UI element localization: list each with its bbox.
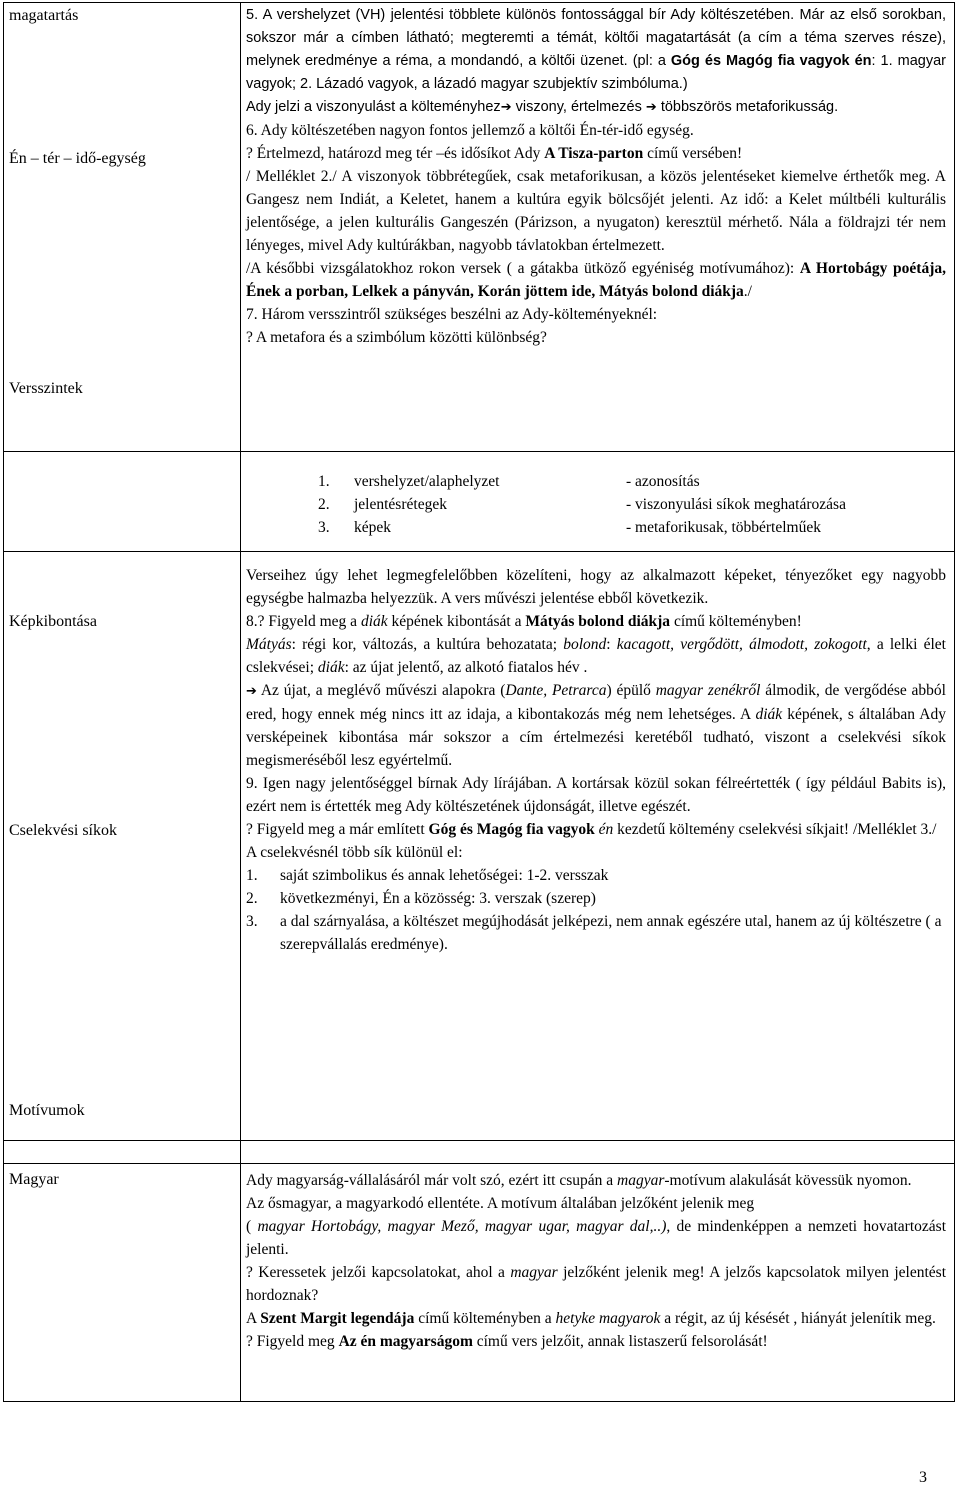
paragraph: Ady magyarság-vállalásáról már volt szó, ezért itt csupán a magyar-motívum alakulását kövessük nyomon. [246,1172,912,1189]
paragraph: / Melléklet 2./ A viszonyok többrétegűek, csak metaforikusan, a közös jelentéseket kiemelve érthetők meg. A Gangesz nem Indiát, a Keletet, hanem a kultúra egyik bölcsőjét jelenti. Az idő: a Kelet múltbéli kulturális jelentősége, a jelen kulturális Gangeszén (Párizson, a nyugaton) keresztül mérhető. Nála a földrajzi tér nem lényeges, mivel Ady kultúrákban, nagyobb távlatokban értelmezett. [246,168,946,254]
paragraph: ➔ Az újat, a meglévő művészi alapokra (Dante, Petrarca) épülő magyar zenékről álmodik, de vergődése abból ered, hogy ennek még nincs itt az idaja, a kibontakozás még nem lehetséges. A diák képének, s általában Ady versképeinek kibontása már sokszor a cím értelmezési keretéből tudható, viszont a cselekvési síkok megismeréséből lesz egyértelmű. [246,682,946,769]
page-number: 3 [919,1469,927,1486]
label-versszintek: Versszintek [9,380,83,397]
paragraph: Az ősmagyar, a magyarkodó ellentéte. A motívum általában jelzőként jelenik meg [246,1195,755,1212]
list-item: 1. saját szimbolikus és annak lehetőségei: 1-2. versszak [246,867,609,884]
paragraph: 7. Három versszintről szükséges beszélni az Ady-költeményeknél: [246,306,658,323]
list-item: 2. következményi, Én a közösség: 3. verszak (szerep) [246,890,596,907]
paragraph: ? Keressetek jelzői kapcsolatokat, ahol a magyar jelzőként jelenik meg! A jelzős kapcsolatok milyen jelentést hordoznak? [246,1264,946,1304]
section-magyar [246,1169,946,1353]
arrow-icon: ➔ [500,100,512,115]
paragraph: Ady jelzi a viszonyulást a költeményhez➔ viszony, értelmezés ➔ többszörös metaforikusság. [246,99,839,115]
paragraph: ? A metafora és a szimbólum közötti különbség? [246,329,547,346]
label-magatartas: magatartás [9,7,79,24]
paragraph: ( magyar Hortobágy, magyar Mező, magyar ugar, magyar dal,..), de mindenképpen a nemzeti hovatartozást jelenti. [246,1218,946,1258]
paragraph: A Szent Margit legendája című költeményben a hetyke magyarok a régit, az új késését , hiányát jelenítik meg. [246,1310,936,1327]
paragraph: 5. A vershelyzet (VH) jelentési többlete különös fontossággal bír Ady költészetében. Már az első sorokban, sokszor már a címben látható; megteremti a témát, költői magatartását (a cím a téma szerves része), melynek eredménye a réma, a mondandó, a költői üzenet. (pl: a Góg és Magóg fia vagyok én: 1. magyar vagyok; 2. Lázadó vagyok, a lázadó magyar szubjektív szimbóluma.) [246,7,946,92]
paragraph: 6. Ady költészetében nagyon fontos jellemző a költői Én-tér-idő egység. [246,122,694,139]
label-en-ter-ido: Én – tér – idő-egység [9,150,146,167]
label-cselekvesi-sikok: Cselekvési síkok [9,822,117,839]
paragraph: ? Figyeld meg Az én magyarságom című vers jelzőit, annak listaszerű felsorolását! [246,1333,768,1350]
label-motivumok: Motívumok [9,1102,85,1119]
arrow-icon: ➔ [246,684,257,699]
paragraph: /A későbbi vizsgálatokhoz rokon versek ( a gátakba ütköző egyéniség motívumához): A Hortobágy poétája, Ének a porban, Lelkek a pányván, Korán jöttem ide, Mátyás bolond diákja./ [246,260,946,300]
list-item: 3. képek - metaforikusak, többértelműek [318,519,821,536]
paragraph: A cselekvésnél több sík különül el: [246,844,463,861]
row-divider [4,451,954,452]
section-kepkibontas [246,564,946,956]
paragraph: 8.? Figyeld meg a diák képének kibontását a Mátyás bolond diákja című költeményben! [246,613,802,630]
label-kepkibontasa: Képkibontása [9,613,97,630]
label-magyar: Magyar [9,1171,59,1188]
paragraph: Verseihez úgy lehet legmegfelelőbben közelíteni, hogy az alkalmazott képeket, tényezőket egy nagyobb egységbe halmazba helyezzük. A vers művészi jelentése ebből következik. [246,567,946,607]
paragraph: Mátyás: régi kor, változás, a kultúra behozatata; bolond: kacagott, vergődött, álmodott, zokogott, a lelki élet cslekvései; diák: az újat jelentő, az alkotó fiatalos hév . [246,636,946,676]
section-vershelyzet [246,4,946,349]
row-divider [4,1163,954,1164]
list-item: 2. jelentésrétegek - viszonyulási síkok meghatározása [318,496,846,513]
row-divider [4,1140,954,1141]
paragraph: ? Figyeld meg a már említett Góg és Magóg fia vagyok én kezdetű költemény cselekvési síkjait! /Melléklet 3./ [246,821,937,838]
column-divider [240,3,241,1401]
paragraph: 9. Igen nagy jelentőséggel bírnak Ady lírájában. A kortársak közül sokan félreértették ( így például Babits is), ezért nem is értették meg Ady költészetének újdonságát, illetve egészét. [246,775,946,815]
row-divider [4,551,954,552]
list-item: 1. vershelyzet/alaphelyzet - azonosítás [318,473,700,490]
arrow-icon: ➔ [645,100,657,115]
list-item: 3. a dal szárnyalása, a költészet megújhodását jelképezi, nem annak egészére utal, hanem az új költészetre ( a szerepvállalás eredménye). [246,913,942,953]
paragraph: ? Értelmezd, határozd meg tér –és idősíkot Ady A Tisza-parton című versében! [246,145,743,162]
versszint-list [246,470,946,539]
